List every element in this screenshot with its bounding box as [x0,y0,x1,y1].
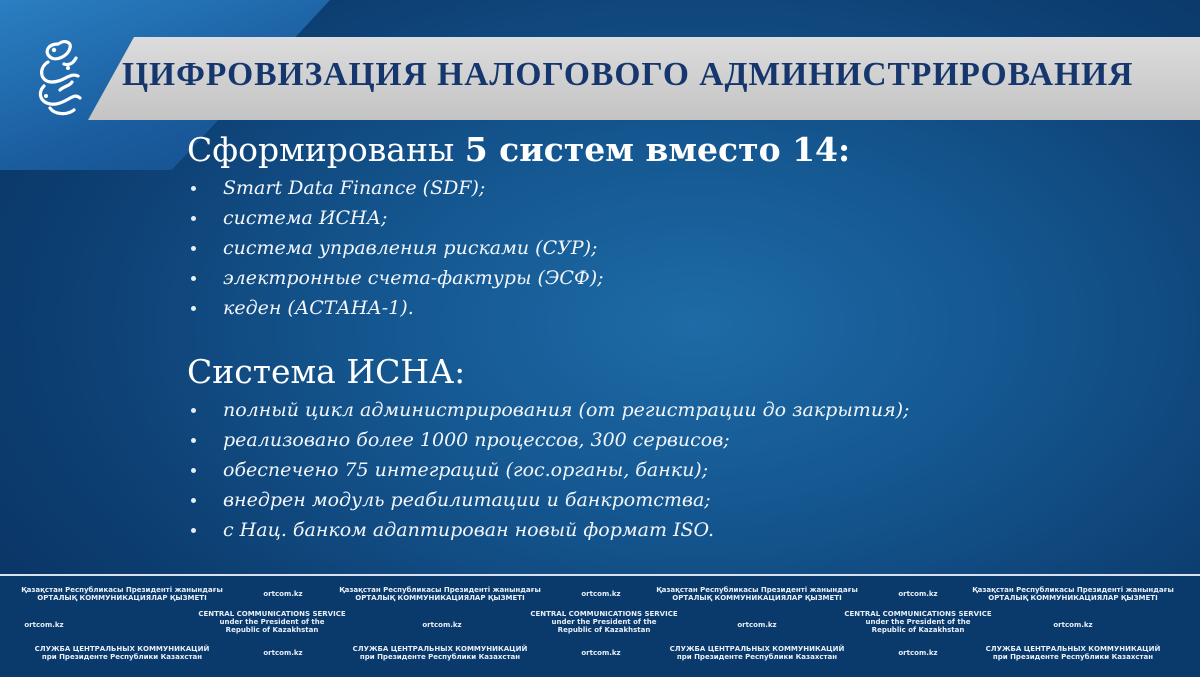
list-item: обеспечено 75 интеграций (гос.органы, банки); [187,455,909,485]
footer-site-link[interactable]: ortcom.kz [737,621,777,629]
footer-ru-line1: СЛУЖБА ЦЕНТРАЛЬНЫХ КОММУНИКАЦИЙ [669,645,845,653]
list-item: с Нац. банком адаптирован новый формат ISO. [187,515,909,545]
footer-kz-line1: Қазақстан Республикасы Президенті жанындағы [21,586,223,594]
list-item: кеден (АСТАНА-1). [187,293,604,323]
footer-kz-block [656,586,858,602]
footer-site-link[interactable]: ortcom.kz [263,649,303,657]
footer-en-line1: CENTRAL COMMUNICATIONS SERVICE [198,610,346,618]
footer-kz-block [21,586,223,602]
footer-site-link[interactable]: ortcom.kz [898,590,938,598]
section1-heading [187,130,850,169]
footer-en-block [844,610,991,634]
list-item: реализовано более 1000 процессов, 300 сервисов; [187,425,909,455]
footer-en-line3: Republic of Kazakhstan [557,626,651,634]
footer-ru-line2: при Президенте Республики Казахстан [992,653,1154,661]
section1-list [187,173,604,323]
footer-kz-block [339,586,541,602]
footer-ru-block [35,645,210,661]
list-item: Smart Data Finance (SDF); [187,173,604,203]
footer-site-link[interactable]: ortcom.kz [1053,621,1093,629]
footer-ru-block [670,645,845,661]
footer-kz-line2: ОРТАЛЫҚ КОММУНИКАЦИЯЛАР ҚЫЗМЕТІ [37,594,207,602]
footer-site-link[interactable]: ortcom.kz [581,590,621,598]
list-item: система управления рисками (СУР); [187,233,604,263]
footer-kz-line2: ОРТАЛЫҚ КОММУНИКАЦИЯЛАР ҚЫЗМЕТІ [988,594,1158,602]
footer-ru-line2: при Президенте Республики Казахстан [41,653,203,661]
footer-ru-line1: СЛУЖБА ЦЕНТРАЛЬНЫХ КОММУНИКАЦИЙ [352,645,528,653]
list-item: электронные счета-фактуры (ЭСФ); [187,263,604,293]
footer-ru-line2: при Президенте Республики Казахстан [676,653,838,661]
section1-heading-prefix: Сформированы [187,130,465,169]
footer-kz-line2: ОРТАЛЫҚ КОММУНИКАЦИЯЛАР ҚЫЗМЕТІ [355,594,525,602]
footer-site-link[interactable]: ortcom.kz [422,621,462,629]
footer-site-link[interactable]: ortcom.kz [581,649,621,657]
footer-kz-line1: Қазақстан Республикасы Президенті жанындағы [972,586,1174,594]
footer-en-line1: CENTRAL COMMUNICATIONS SERVICE [844,610,992,618]
footer-en-block [198,610,345,634]
footer-ru-line1: СЛУЖБА ЦЕНТРАЛЬНЫХ КОММУНИКАЦИЙ [985,645,1161,653]
list-item: система ИСНА; [187,203,604,233]
footer-en-line2: under the President of the [865,618,971,626]
slide-title: ЦИФРОВИЗАЦИЯ НАЛОГОВОГО АДМИНИСТРИРОВАНИЯ [122,56,1134,93]
footer-ru-line1: СЛУЖБА ЦЕНТРАЛЬНЫХ КОММУНИКАЦИЙ [34,645,210,653]
footer-en-line1: CENTRAL COMMUNICATIONS SERVICE [530,610,678,618]
footer-site-link[interactable]: ortcom.kz [263,590,303,598]
section1-heading-bold: 5 систем вместо 14: [464,130,851,169]
footer-kz-block [972,586,1174,602]
footer-kz-line2: ОРТАЛЫҚ КОММУНИКАЦИЯЛАР ҚЫЗМЕТІ [672,594,842,602]
section2-list [187,395,909,545]
footer-kz-line1: Қазақстан Республикасы Президенті жанындағы [656,586,858,594]
section2-heading: Система ИСНА: [187,352,466,391]
footer-band [0,574,1200,677]
footer-ru-block [353,645,528,661]
footer-ru-line2: при Президенте Республики Казахстан [359,653,521,661]
list-item: внедрен модуль реабилитации и банкротства; [187,485,909,515]
footer-en-block [530,610,677,634]
footer-en-line3: Republic of Kazakhstan [225,626,319,634]
footer-site-link[interactable]: ortcom.kz [898,649,938,657]
footer-en-line2: under the President of the [551,618,657,626]
list-item: полный цикл администрирования (от регистрации до закрытия); [187,395,909,425]
footer-ru-block [986,645,1161,661]
footer-en-line2: under the President of the [219,618,325,626]
snow-leopard-emblem-icon [34,38,84,118]
footer-site-link[interactable]: ortcom.kz [24,621,64,629]
footer-kz-line1: Қазақстан Республикасы Президенті жанындағы [339,586,541,594]
footer-en-line3: Republic of Kazakhstan [871,626,965,634]
